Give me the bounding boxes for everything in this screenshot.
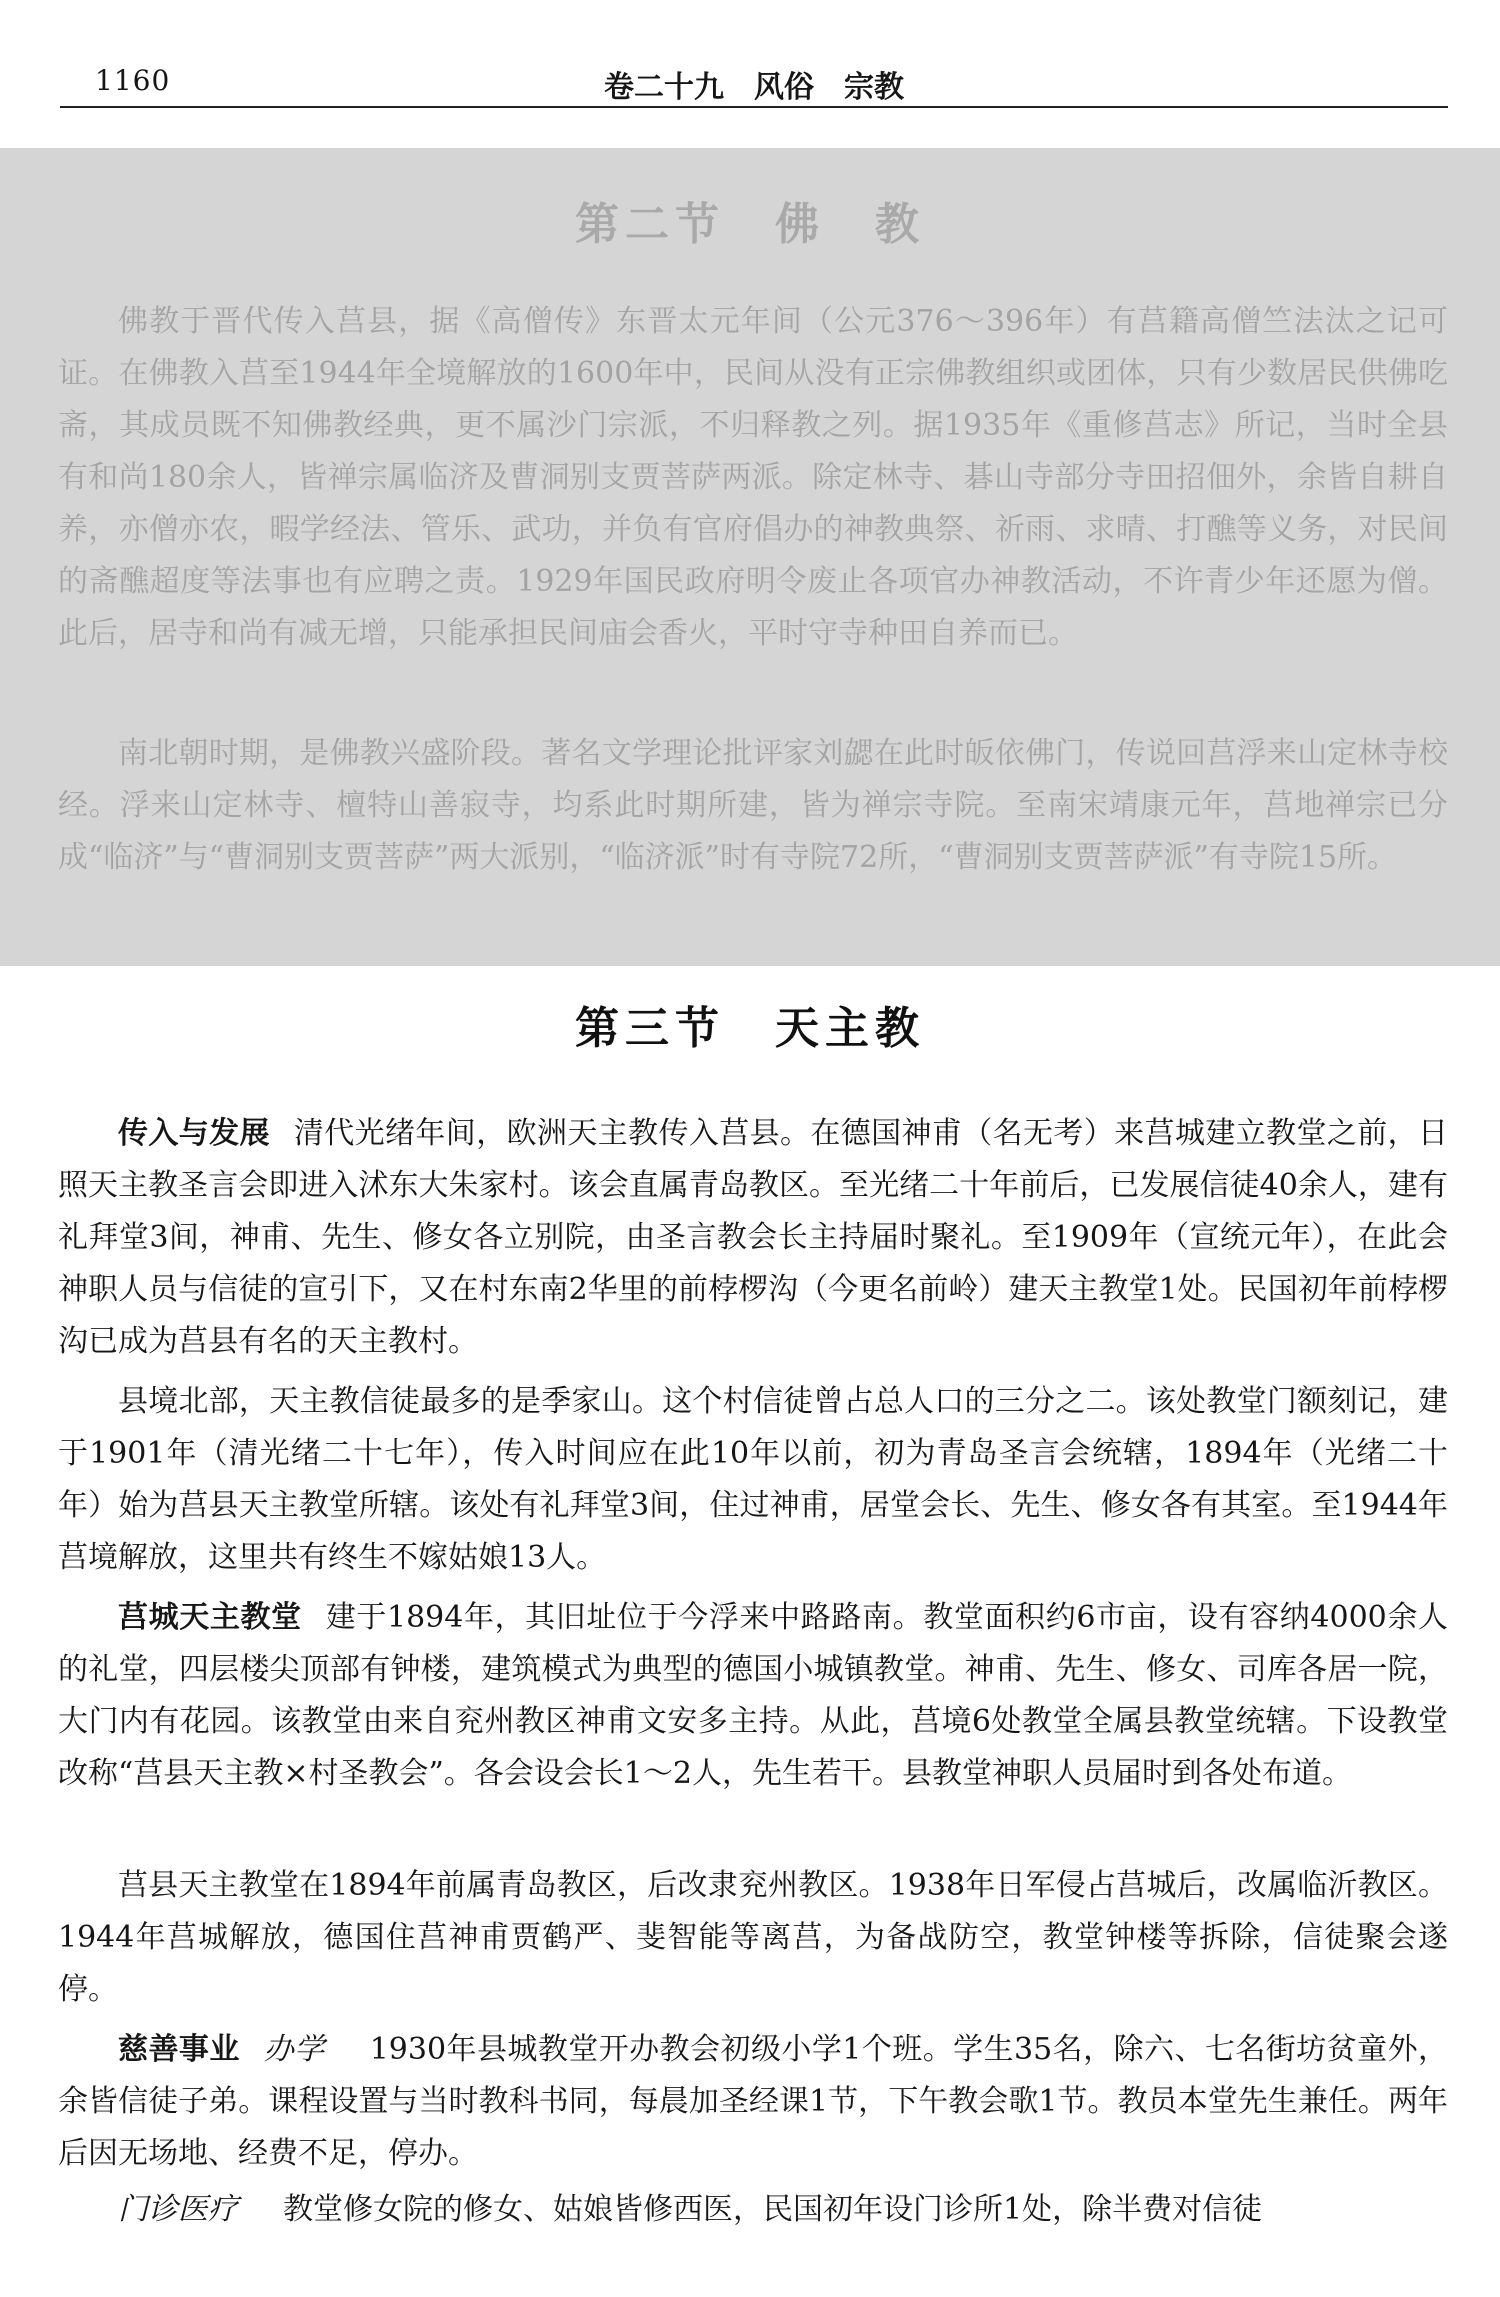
sub-heading: 办学: [263, 2032, 325, 2067]
running-title: 卷二十九 风俗 宗教: [604, 70, 904, 105]
catholic-paragraph-church: [58, 1592, 1448, 1800]
buddhism-paragraph-1: 佛教于晋代传入莒县，据《高僧传》东晋太元年间（公元376～396年）有莒籍高僧竺法汰之记可证。在佛教入莒至1944年全境解放的1600年中，民间从没有正宗佛教组织或团体，只有少数居民供佛吃斋，其成员既不知佛教经典，更不属沙门宗派，不归释教之列。据1935年《重修莒志》所记，当时全县有和尚180余人，皆禅宗属临济及曹洞别支贾菩萨两派。除定林寺、碁山寺部分寺田招佃外，余皆自耕自养，亦僧亦农，暇学经法、管乐、武功，并负有官府倡办的神教典祭、祈雨、求晴、打醮等义务，对民间的斋醮超度等法事也有应聘之责。1929年国民政府明令废止各项官办神教活动，不许青少年还愿为僧。此后，居寺和尚有减无增，只能承担民间庙会香火，平时守寺种田自养而已。: [58, 304, 1448, 651]
paragraph-text: 教堂修女院的修女、姑娘皆修西医，民国初年设门诊所1处，除半费对信徒: [283, 2192, 1263, 2227]
catholic-paragraph-introduction: [58, 1108, 1448, 1368]
paragraph-text: 1930年县城教堂开办教会初级小学1个班。学生35名，除六、七名街坊贫童外，余皆信徒子弟。课程设置与当时教科书同，每晨加圣经课1节，下午教会歌1节。教员本堂先生兼任。两年后因无场地、经费不足，停办。: [58, 2032, 1449, 2171]
buddhism-paragraph-2: 南北朝时期，是佛教兴盛阶段。著名文学理论批评家刘勰在此时皈依佛门，传说回莒浮来山定林寺校经。浮来山定林寺、檀特山善寂寺，均系此时期所建，皆为禅宗寺院。至南宋靖康元年，莒地禅宗已分成“临济”与“曹洞别支贾菩萨”两大派别，“临济派”时有寺院72所，“曹洞别支贾菩萨派”有寺院15所。: [58, 736, 1448, 875]
page-number: 1160: [95, 64, 171, 97]
lead-in-heading: 慈善事业: [118, 2032, 240, 2067]
page-header: [60, 62, 1448, 108]
section-title-catholicism: 第三节 天主教: [575, 1003, 925, 1054]
catholic-paragraph-clinic: [58, 2184, 1448, 2236]
catholic-paragraph-diocese: 莒县天主教堂在1894年前属青岛教区，后改隶兖州教区。1938年日军侵占莒城后，改属临沂教区。1944年莒城解放，德国住莒神甫贾鹤严、斐智能等离莒，为备战防空，教堂钟楼等拆除，信徒聚会遂停。: [58, 1868, 1448, 2007]
paragraph-text: 清代光绪年间，欧洲天主教传入莒县。在德国神甫（名无考）来莒城建立教堂之前，日照天主教圣言会即进入沭东大朱家村。该会直属青岛教区。至光绪二十年前后，已发展信徒40余人，建有礼拜堂3间，神甫、先生、修女各立别院，由圣言教会长主持届时聚礼。至1909年（宣统元年），在此会神职人员与信徒的宣引下，又在村东南2华里的前桲椤沟（今更名前岭）建天主教堂1处。民国初年前桲椤沟已成为莒县有名的天主教村。: [58, 1116, 1449, 1359]
section-title-buddhism: 第二节 佛 教: [575, 199, 925, 250]
paragraph-text: 建于1894年，其旧址位于今浮来中路路南。教堂面积约6市亩，设有容纳4000余人的礼堂，四层楼尖顶部有钟楼，建筑模式为典型的德国小城镇教堂。神甫、先生、修女、司库各居一院，大门内有花园。该教堂由来自兖州教区神甫文安多主持。从此，莒境6处教堂全属县教堂统辖。下设教堂改称“莒县天主教×村圣教会”。各会设会长1～2人，先生若干。县教堂神职人员届时到各处布道。: [58, 1600, 1449, 1791]
catholic-paragraph-charity-school: [58, 2024, 1448, 2180]
lead-in-heading: 传入与发展: [118, 1116, 270, 1151]
lead-in-heading: 莒城天主教堂: [118, 1600, 302, 1635]
sub-heading: 门诊医疗: [118, 2192, 238, 2227]
catholic-paragraph-jiajiashan: 县境北部，天主教信徒最多的是季家山。这个村信徒曾占总人口的三分之二。该处教堂门额刻记，建于1901年（清光绪二十七年），传入时间应在此10年以前，初为青岛圣言会统辖，1894年（光绪二十年）始为莒县天主教堂所辖。该处有礼拜堂3间，住过神甫，居堂会长、先生、修女各有其室。至1944年莒境解放，这里共有终生不嫁姑娘13人。: [58, 1384, 1448, 1575]
